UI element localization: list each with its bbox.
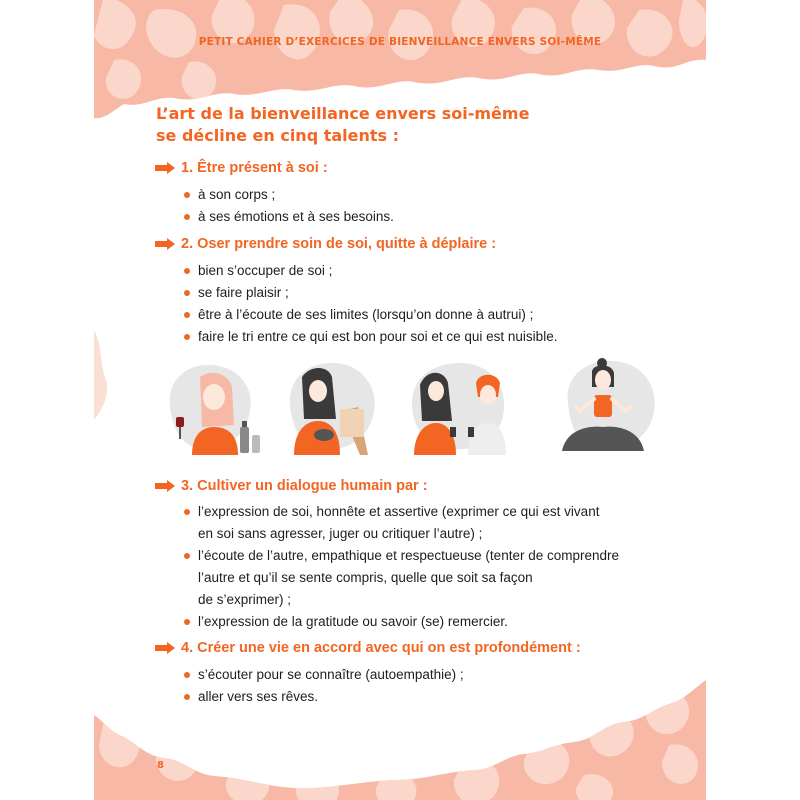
title-line-2: se décline en cinq talents : — [156, 126, 400, 145]
section-3-heading — [154, 478, 428, 494]
page-number: 8 — [157, 760, 164, 771]
running-header: PETIT CAHIER D’EXERCICES DE BIENVEILLANCE ENVERS SOI-MÊME — [198, 36, 602, 48]
woman-painting-illustration — [280, 355, 388, 455]
bullet-dot — [184, 334, 190, 340]
title-line-1: L’art de la bienveillance envers soi-même — [156, 104, 530, 123]
section-4-heading — [154, 640, 581, 656]
arrow-right-icon — [154, 480, 176, 492]
section-3-heading-text: 3. Cultiver un dialogue humain par : — [181, 478, 428, 494]
bullet-dot — [184, 509, 190, 515]
bullet-dot — [184, 192, 190, 198]
book-page: PETIT CAHIER D’EXERCICES DE BIENVEILLANCE ENVERS SOI-MÊME L’art de la bienveillance envers soi-même se décline en cinq talents : 1. Être présent à soi : à son corps ; à ses émotions et à ses besoins. 2. Oser prendre soin de soi, quitte à déplaire : bien s’occuper de soi ; se faire plaisir ; être à l’écoute de ses limites (lorsqu’on donne à autrui) ; faire le tri entre ce qui est bon pour soi et ce qui est nuisible. 3. Cultiver un dialogue humain par : l’expression de soi, honnête et assertive (exprimer ce qui est vivant en soi sans agresser, juger ou critiquer l’autre) ; l’écoute de l’autre, empathique et respectueuse (tenter de comprendre l’autre et qu’il se sente compris, quelle que soit sa façon de s’exprimer) ; l’expression de la gratitude ou savoir (se) remercier. 4. Créer une vie en accord avec qui on est profondément : s’écouter pour se connaître (autoempathie) ; aller vers ses rêves. 8 — [94, 0, 706, 800]
section-2-heading-text: 2. Oser prendre soin de soi, quitte à déplaire : — [181, 236, 497, 252]
section-1-heading — [154, 160, 328, 176]
bullet-dot — [184, 619, 190, 625]
bullet-dot — [184, 214, 190, 220]
bullet-dot — [184, 312, 190, 318]
arrow-right-icon — [154, 162, 176, 174]
woman-meditating-illustration — [556, 355, 664, 455]
bullet-dot — [184, 268, 190, 274]
bullet-dot — [184, 672, 190, 678]
arrow-right-icon — [154, 642, 176, 654]
women-chatting-illustration — [406, 355, 514, 455]
section-1-heading-text: 1. Être présent à soi : — [181, 160, 328, 176]
arrow-right-icon — [154, 238, 176, 250]
section-2-heading — [154, 236, 496, 252]
left-edge-pattern — [94, 330, 107, 420]
page-title — [156, 103, 636, 147]
woman-with-glass-illustration — [162, 355, 270, 455]
bullet-dot — [184, 290, 190, 296]
bullet-dot — [184, 694, 190, 700]
section-4-heading-text: 4. Créer une vie en accord avec qui on est profondément : — [181, 640, 581, 656]
bullet-dot — [184, 553, 190, 559]
